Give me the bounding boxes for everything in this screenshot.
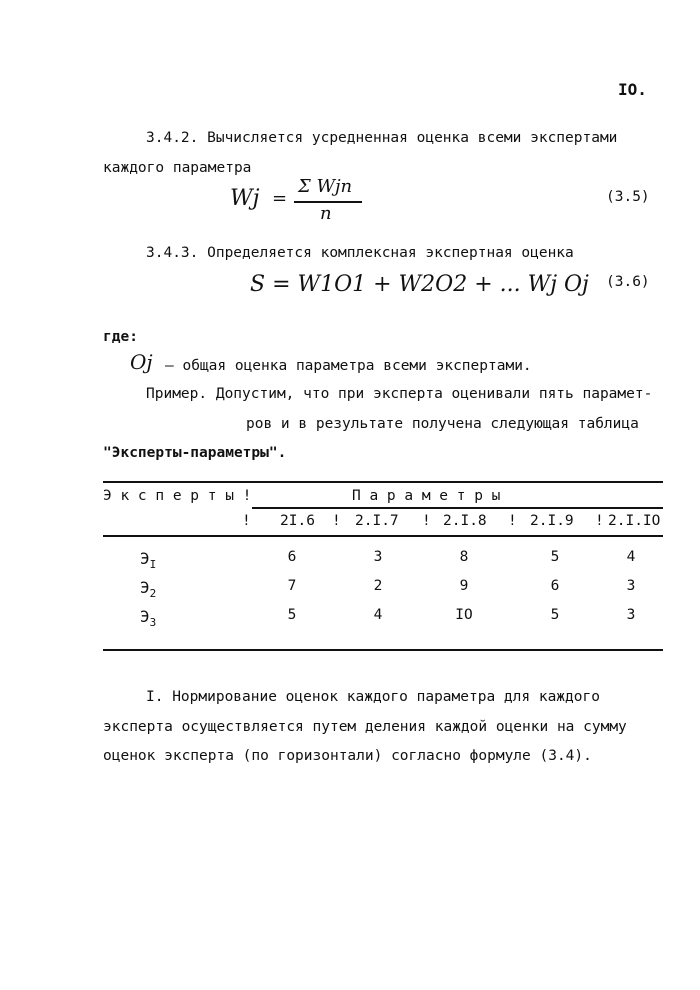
section-3-4-2-line2: каждого параметра (103, 160, 252, 176)
example-line2: ров и в результате получена следующая таблица (246, 416, 639, 432)
equation-number-3-5: (3.5) (606, 189, 650, 205)
table-cell: 5 (287, 607, 297, 623)
formula-3-5-numerator: Σ Wjn (298, 176, 353, 197)
table-cell: 5 (550, 549, 560, 565)
header-bottom-rule (103, 535, 663, 537)
column-header: 2.I.9 (530, 513, 574, 529)
table-cell: 3 (626, 607, 636, 623)
where-text: – общая оценка параметра всеми экспертами. (165, 358, 532, 374)
col-separator: ! (595, 513, 604, 529)
section-3-4-3-line1: 3.4.3. Определяется комплексная экспертная оценка (146, 245, 574, 261)
where-symbol: Oj (130, 350, 153, 374)
col-separator: ! (422, 513, 431, 529)
formula-3-6: S = W1O1 + W2O2 + ... Wj Oj (250, 272, 589, 297)
column-header: 2.I.IO (608, 513, 661, 529)
table-cell: 6 (287, 549, 297, 565)
paragraph-line2: эксперта осуществляется путем деления каждой оценки на сумму (103, 719, 627, 735)
table-cell: IO (455, 607, 473, 623)
table-cell: 5 (550, 607, 560, 623)
section-3-4-2-line1: 3.4.2. Вычисляется усредненная оценка всеми экспертами (146, 130, 618, 146)
table-cell: 4 (626, 549, 636, 565)
table-cell: 7 (287, 578, 297, 594)
table-cell: 3 (373, 549, 383, 565)
table-cell: 6 (550, 578, 560, 594)
formula-3-5-lhs: Wj (230, 186, 260, 211)
column-header: 2I.6 (280, 513, 315, 529)
header-sub-rule (252, 507, 663, 509)
header-experts: Э к с п е р т ы ! (103, 488, 252, 504)
row-label: $Э_I$ (140, 549, 157, 572)
table-cell: 9 (459, 578, 469, 594)
table-bottom-rule (103, 649, 663, 651)
row-label: $Э_3$ (140, 607, 157, 630)
table-cell: 8 (459, 549, 469, 565)
paragraph-line3: оценок эксперта (по горизонтали) согласно формуле (3.4). (103, 748, 592, 764)
col-separator: ! (332, 513, 341, 529)
table-cell: 2 (373, 578, 383, 594)
row-label: $Э_2$ (140, 578, 157, 601)
example-line3: "Эксперты-параметры". (103, 445, 287, 461)
equation-number-3-6: (3.6) (606, 274, 650, 290)
header-params: П а р а м е т р ы (352, 488, 501, 504)
col-separator: ! (508, 513, 517, 529)
column-header: 2.I.8 (443, 513, 487, 529)
paragraph-line1: I. Нормирование оценок каждого параметра для каждого (146, 689, 600, 705)
col-separator: ! (242, 513, 251, 529)
column-header: 2.I.7 (355, 513, 399, 529)
where-label: где: (103, 329, 138, 345)
page-number: IO. (618, 80, 647, 99)
table-top-rule (103, 481, 663, 483)
formula-3-5-eq: = (272, 188, 288, 209)
formula-3-5-denominator: n (320, 203, 332, 224)
example-line1: Пример. Допустим, что при эксперта оценивали пять парамет- (146, 386, 653, 402)
table-cell: 3 (626, 578, 636, 594)
table-cell: 4 (373, 607, 383, 623)
